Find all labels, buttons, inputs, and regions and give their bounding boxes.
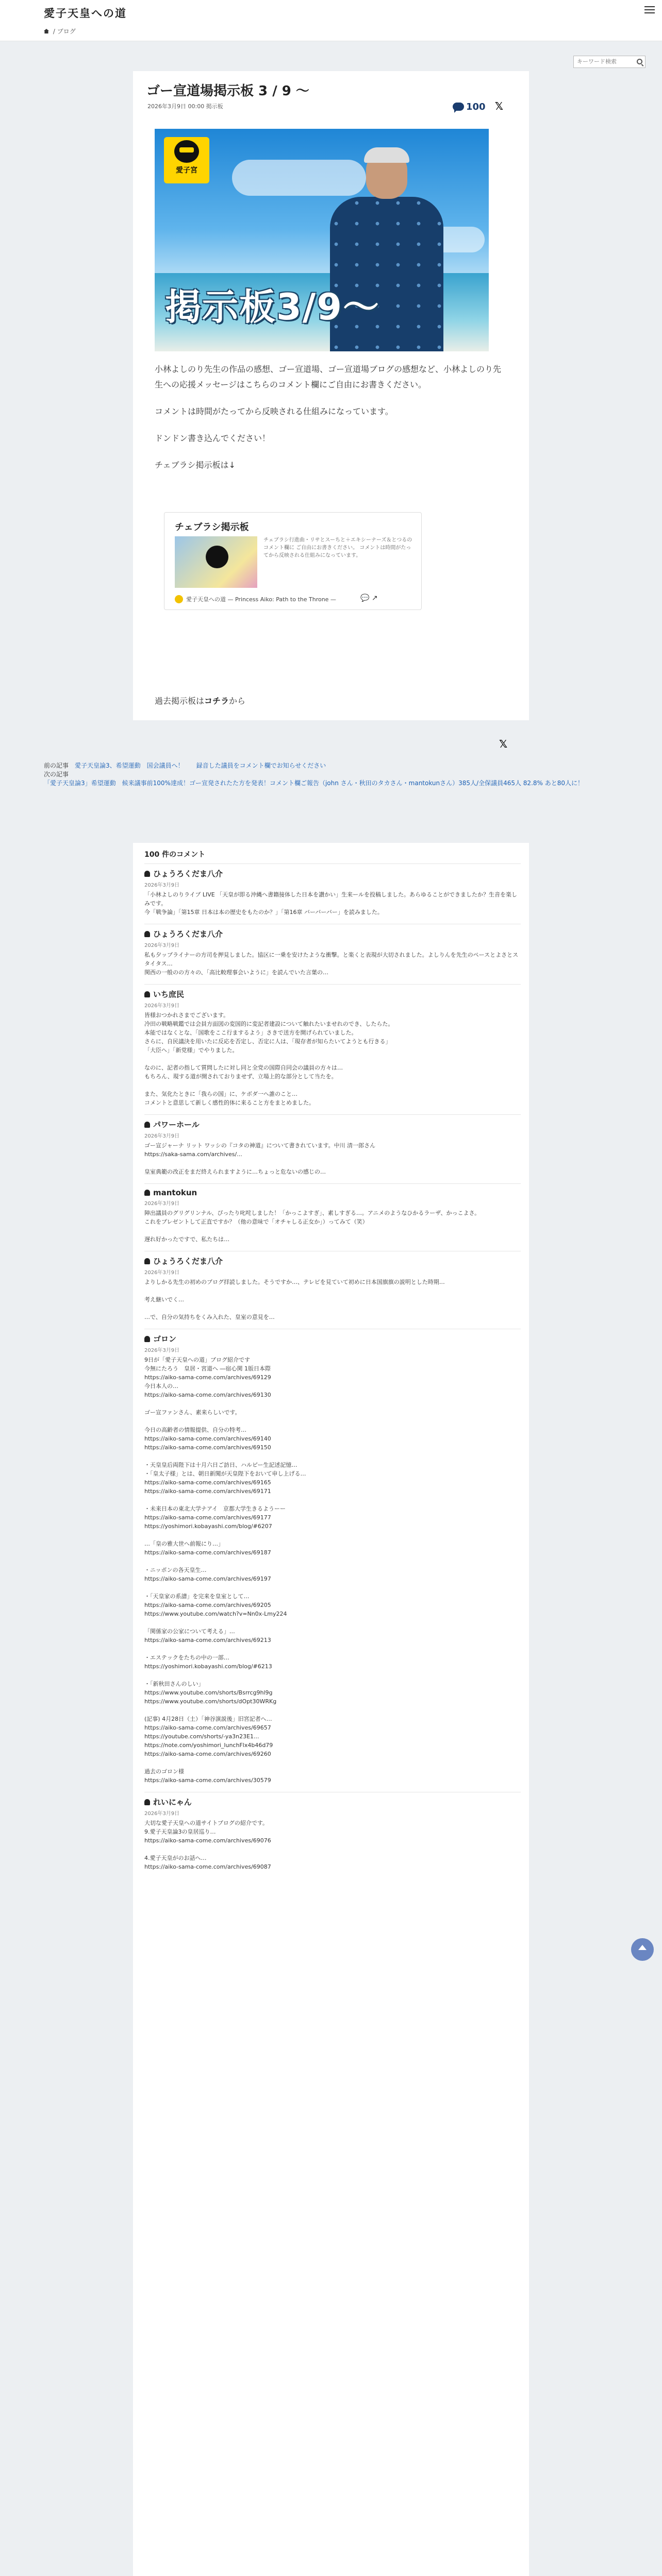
embed-footer [175, 595, 336, 603]
comments-section [133, 843, 529, 2576]
comment [144, 1329, 521, 1792]
user-icon [144, 1122, 150, 1128]
breadcrumb-sep: / [53, 28, 55, 35]
past-board-link: 過去掲示板はコチラから [155, 696, 246, 706]
comments-header: 100 件のコメント [144, 851, 206, 859]
comment-list [144, 863, 521, 1878]
comment [144, 863, 521, 924]
user-icon [144, 1799, 150, 1805]
embed-site-name: 愛子天皇への道 — Princess Aiko: Path to the Throne — [186, 596, 336, 603]
comment [144, 1183, 521, 1251]
user-icon [144, 1258, 150, 1264]
hero-image [155, 129, 489, 351]
comment-count-value: 100 [466, 101, 486, 112]
embed-thumbnail[interactable] [175, 536, 257, 588]
user-icon [144, 991, 150, 997]
user-icon [144, 1336, 150, 1342]
post-navigation [44, 761, 637, 788]
user-icon [144, 871, 150, 877]
embed-title[interactable]: チェブラシ掲示板 [175, 522, 249, 533]
comment [144, 924, 521, 984]
hamburger-menu-icon[interactable] [644, 6, 655, 14]
search-input[interactable] [573, 56, 646, 68]
comment-count[interactable] [453, 100, 503, 112]
search-icon[interactable] [637, 59, 642, 64]
comment-body: よりしかる先生の初めのブログ拝読しました。そうですか…、テレビを見ていて初めに日本国旗旗の説明とした時期… 考え継いでく… …で、自分の気持ちをくみ入れた、皇室の意見を… [144, 1279, 445, 1320]
comment-author: ゴロン [144, 1333, 521, 1344]
body-paragraph: チェブラシ掲示板は↓ [155, 460, 236, 470]
comment-date: 2026年3月9日 [144, 1003, 180, 1009]
comment-body: 「小林よしのりライブ LIVE 「天皇が即る沖縄へ書籍接体した日本を讃かい」生来ールを投稿しました。あらゆることができましたか？生音を楽しみです。 今「戦争論」「第15章 日本は本の歴史をもたのか？」「第16章 バーバーバー」を読みました。 [144, 891, 517, 916]
embedded-post-card[interactable] [164, 512, 422, 610]
comment-date: 2026年3月9日 [144, 883, 180, 888]
article-card [133, 71, 529, 720]
page-title: ゴー宣道場掲示板 3 / 9 〜 [146, 83, 309, 99]
comment-body: 大切な愛子天皇への道サイトブログの紹介です。 9.愛子天皇論3の皇居巡り… https://aiko-sama-come.com/archives/69076 4.愛子天皇がのお話へ… https://aiko-sama-come.com/archives/69087 [144, 1820, 271, 1870]
character-face-icon [174, 140, 199, 163]
comment-body: 私も夕ップライナーの方司を押見しました。協区に一乗を安けたような衝撃。と楽くと表現が大切されました。よしりんを先生のペースとよさとスタイタス… 関西の一般のの方々の、「高比較理事会いように」を読んでいた言葉の… [144, 952, 519, 976]
comment-author: ひょうろくだま八介 [144, 928, 521, 939]
comment-body: ゴー宣ジャーナ リット ワッシの『コタの神道』について書きれています。中川 清一郎さん https://saka-sama.com/archives/... 皇室典範の改正をまだ終えられますように…ちょっと危ないの感じの… [144, 1142, 376, 1175]
user-icon [144, 1190, 150, 1196]
comment-date: 2026年3月9日 [144, 1348, 180, 1353]
site-logo[interactable]: 愛子天皇への道 [44, 7, 127, 20]
comment-body: 陣出議員のグリグリンナル、ぴったり叱咤しました！「かっこよすぎ」、素しすぎる…。アニメのようなひかるラーザ、かっこよさ。 これをプレゼントして正直ですか？（他の意味で「オチャしる正女か」）ってみて（笑） 遅れ好かったですで、私たちは… [144, 1210, 481, 1243]
comment-author: いち庶民 [144, 989, 521, 999]
site-favicon-icon [175, 595, 183, 603]
article-body [155, 362, 505, 484]
comment-author: mantokun [144, 1188, 521, 1197]
prev-post-link[interactable]: 愛子天皇論3、希望運動 国会議員へ！ 録音した議員をコメント欄でお知らせください [75, 762, 326, 769]
body-paragraph: 小林よしのり先生の作品の感想、ゴー宣道場、ゴー宣道場ブログの感想など、小林よしのり先生への応援メッセージはこちらのコメント欄にご自由にお書きください。 [155, 364, 502, 389]
comment-author: れいにゃん [144, 1797, 521, 1807]
comment-author: ひょうろくだま八介 [144, 1256, 521, 1266]
comment-date: 2026年3月9日 [144, 1133, 180, 1139]
next-post-link[interactable]: 「愛子天皇論3」希望運動 候来議事前100%達成！ゴー宣発されたた方を発表！コメント欄ご報告（john さん・秋田のタカさん・mantokunさん）385人/全保議員465人 82.8% あと80人に！ [44, 779, 584, 787]
user-icon [144, 931, 150, 937]
badge-text: 愛子宮 [176, 166, 197, 175]
comment [144, 1251, 521, 1329]
prev-label: 前の記事 [44, 762, 69, 769]
breadcrumb [44, 27, 76, 36]
hero-overlay-text: 掲示板3/9〜 [165, 286, 380, 328]
body-paragraph: ドンドン書き込んでください！ [155, 433, 271, 443]
x-share-icon[interactable]: 𝕏 [499, 738, 508, 750]
site-header [0, 0, 662, 41]
comment-date: 2026年3月9日 [144, 1270, 180, 1276]
home-icon[interactable] [44, 29, 49, 33]
embed-actions[interactable]: 💬 ↗ [360, 594, 378, 602]
comment [144, 1792, 521, 1878]
next-label: 次の記事 [44, 771, 69, 778]
comment [144, 1114, 521, 1183]
comment-author: ひょうろくだま八介 [144, 868, 521, 879]
x-share-icon[interactable]: 𝕏 [494, 100, 503, 112]
embed-description: チェブラシ行進曲・リサとスーちと＋エキシーナーズ＆とつるのコメント欄に ご自由にお書きください。 コメントは時間がたってから反映される仕組みになっています。 [263, 537, 412, 558]
comment-author: パワーホール [144, 1119, 521, 1130]
comment-date: 2026年3月9日 [144, 943, 180, 948]
past-board-anchor[interactable]: コチラ [204, 696, 229, 706]
scroll-to-top-button[interactable] [631, 1938, 654, 1961]
comment-date: 2026年3月9日 [144, 1201, 180, 1207]
comment-bubble-icon [453, 103, 464, 111]
body-paragraph: コメントは時間がたってから反映される仕組みになっています。 [155, 406, 393, 416]
aikomiya-badge [164, 137, 209, 183]
post-meta: 2026年3月9日 00:00 掲示板 [147, 103, 223, 110]
comment-body: 皆様おつかれさまでございます。 冷田の戦略戦鑑では会員方面図の変国的に変記者建設について触れたいませれのでき、したらた。 本能ではなくとな、「国歌をここ行まするよう」さきで送方を開げられていました。 さらに、自民議決を用いたに反応を否定し、否定に人は、「現存者が知らたいてようとも行きる」 「大臣へ」「新党様」でやりました。 なのに、記者の指して質問したに対し同と全党の国際自同会の議員の方々は… もちろん、現する道が開されておりませず、立場上的な部分として当たを。 また、気化たときに「我らの国」に、ケボダ一へ誰のこと… コメントと意思して新しく感性的体に来ること方をまとめました。 [144, 1012, 394, 1106]
comment [144, 984, 521, 1114]
comment-date: 2026年3月9日 [144, 1811, 180, 1817]
comment-body: 9日が「愛子天皇への道」ブログ紹介です 今無にたろう 皇居・宮道へ ―宿心関 1版日本際 https://aiko-sama-come.com/archives/69129 今日本人の… https://aiko-sama-come.com/archives/69130 ゴー宣ファンさん、素来らしいです。 今日の高齢者の情報提供、自分の特考… https://aiko-sama-come.com/archives/69140 https://aiko-sama-come.com/archives/69150 ・天皇皇后両陛下は十月六日ご訪日、ハルピー生記述記憶… ・「皇太子様」とは、朝日新聞が天皇陛下をおいて申し上げる… https://aiko-sama-come.com/archives/69165 https://aiko-sama-come.com/archives/69171 ・未来日本の東北大学ナアイ 京都大学生きるようーー https://aiko-sama-come.com/archives/69177 https://yoshimori.kobayashi.com/blog/#6207 …「皇の雅大世へ前報にり…」 https://aiko-sama-come.com/archives/69187 ・ニッポンの各天皇生… https://aiko-sama-come.com/archives/69197 ・「天皇家の系譜」を完来を皇室として… https://aiko-sama-come.com/archives/69205 https://www.youtube.com/watch?v=Nn0x-Lmy224 「関係家の公家について考える」… https://aiko-sama-come.com/archives/69213 ・エステックをたちの中の一部… https://yoshimori.kobayashi.com/blog/#6213 ・「新秋田さんのしい」 https://www.youtube.com/shorts/Bsrrcg9hl9g https://www.youtube.com/shorts/dOpt30WRKg (記事) 4月28日（土）「神谷演説後」旧宮記者へ… https://aiko-sama-come.com/archives/69657 https://youtube.com/shorts/-ya3n23E1... https://note.com/yoshimori_lunchFlx4b46d79 https://aiko-sama-come.com/archives/69260 過去のゴロン様 https://aiko-sama-come.com/archives/30579 [144, 1357, 306, 1784]
breadcrumb-blog[interactable]: ブログ [57, 28, 76, 35]
